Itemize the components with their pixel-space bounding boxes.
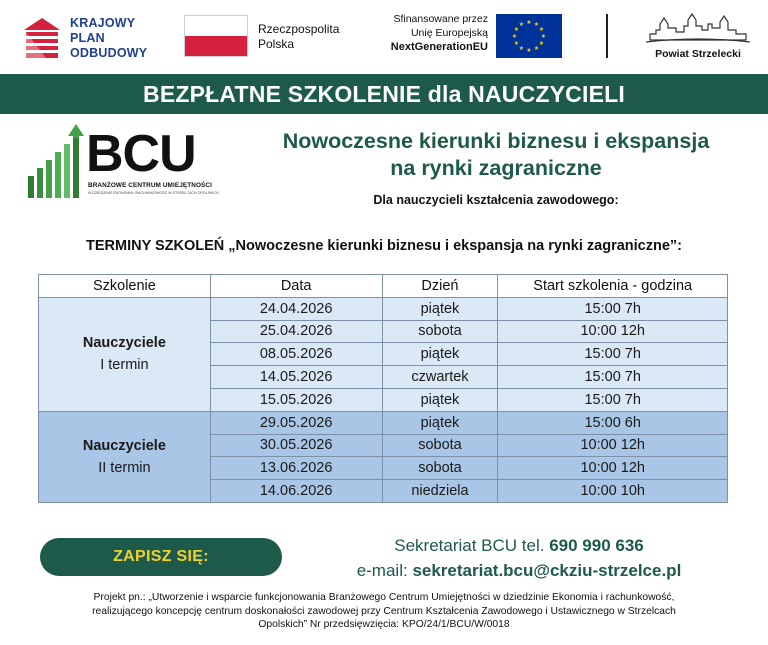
group-term: II termin <box>98 459 151 476</box>
bcu-subtitle-small: W DZIEDZINIE EKONOMIA I RACHUNKOWOŚĆ W STRZELCACH OPOLSKICH <box>88 191 219 195</box>
date-cell: 24.04.2026 <box>210 297 382 320</box>
group-term: I termin <box>100 357 149 374</box>
phone-prefix: Sekretariat BCU tel. <box>394 536 545 555</box>
date-cell: 13.06.2026 <box>210 457 382 480</box>
project-footer <box>12 591 756 632</box>
email-prefix: e-mail: <box>356 561 408 580</box>
contact-phone <box>310 536 728 556</box>
date-cell: 29.05.2026 <box>210 411 382 434</box>
date-cell: 14.06.2026 <box>210 480 382 503</box>
divider <box>606 14 608 58</box>
date-cell: 25.04.2026 <box>210 320 382 343</box>
start-cell: 15:00 7h <box>498 343 728 366</box>
svg-text:★: ★ <box>533 45 540 52</box>
poland-line: Rzeczpospolita <box>258 22 340 36</box>
eu-line-2: Unię Europejską <box>410 27 488 39</box>
group-name: Nauczyciele <box>82 335 166 352</box>
eu-flag-icon <box>496 14 562 58</box>
footer-line: Opolskich” Nr przedsięwzięcia: KPO/24/1/BCU/W/0018 <box>258 619 510 630</box>
signup-button[interactable] <box>40 538 282 576</box>
svg-text:★: ★ <box>526 19 532 26</box>
group-name: Nauczyciele <box>82 437 166 454</box>
footer-line: realizującego koncepcję centrum doskonałości zawodowej przy Centrum Kształcenia Zawodowego i Ustawicznego w Strzelcach <box>92 605 676 617</box>
course-title-line: Nowoczesne kierunki biznesu i ekspansja <box>282 129 710 153</box>
bcu-wordmark: BCU <box>86 125 196 183</box>
audience-subtitle: Dla nauczycieli kształcenia zawodowego: <box>373 193 619 207</box>
footer-line: Projekt pn.: „Utworzenie i wsparcie funkcjonowania Branżowego Centrum Umiejętności w dziedzinie Ekonomia i rachunkowość, <box>93 592 675 603</box>
email-link[interactable]: sekretariat.bcu@ckziu-strzelce.pl <box>412 561 682 580</box>
header-cell: Dzień <box>382 275 498 298</box>
title-banner <box>0 74 768 114</box>
banner-title: BEZPŁATNE SZKOLENIE dla NAUCZYCIELI <box>143 80 625 107</box>
kpo-line: KRAJOWY <box>70 16 136 30</box>
start-cell: 10:00 12h <box>498 434 728 457</box>
day-cell: piątek <box>382 388 498 411</box>
start-cell: 15:00 7h <box>498 297 728 320</box>
day-cell: czwartek <box>382 366 498 389</box>
powiat-logo <box>642 10 754 64</box>
phone-number[interactable]: 690 990 636 <box>549 536 644 555</box>
date-cell: 08.05.2026 <box>210 343 382 366</box>
contact-email <box>300 561 738 581</box>
table-row <box>39 411 728 434</box>
header-cell: Data <box>210 275 382 298</box>
header-cell: Start szkolenia - godzina <box>498 275 728 298</box>
start-cell: 10:00 10h <box>498 480 728 503</box>
bcu-subtitle: BRANŻOWE CENTRUM UMIEJĘTNOŚCI <box>88 182 212 189</box>
eu-line-3: NextGenerationEU <box>390 41 488 53</box>
poland-flag-icon <box>184 15 248 57</box>
logo-strip <box>0 0 768 74</box>
powiat-label: Powiat Strzelecki <box>655 48 741 60</box>
start-cell: 15:00 7h <box>498 366 728 389</box>
kpo-line: PLAN <box>70 31 105 45</box>
day-cell: piątek <box>382 343 498 366</box>
start-cell: 10:00 12h <box>498 320 728 343</box>
day-cell: niedziela <box>382 480 498 503</box>
table-row <box>39 297 728 320</box>
date-cell: 15.05.2026 <box>210 388 382 411</box>
start-cell: 15:00 6h <box>498 411 728 434</box>
svg-text:★: ★ <box>518 45 525 52</box>
day-cell: sobota <box>382 457 498 480</box>
svg-text:★: ★ <box>513 40 520 47</box>
start-cell: 15:00 7h <box>498 388 728 411</box>
castle-skyline-icon <box>642 10 754 46</box>
course-title-line: na rynki zagraniczne <box>390 156 602 180</box>
group-cell <box>39 411 211 502</box>
svg-text:★: ★ <box>533 21 540 28</box>
kpo-line: ODBUDOWY <box>70 46 148 60</box>
terms-heading: TERMINY SZKOLEŃ „Nowoczesne kierunki biznesu i ekspansja na rynki zagraniczne”: <box>85 238 682 254</box>
svg-text:★: ★ <box>538 26 545 33</box>
bcu-logo <box>26 124 219 204</box>
growth-bars-arrow-icon <box>26 124 86 202</box>
day-cell: piątek <box>382 411 498 434</box>
signup-label: ZAPISZ SIĘ: <box>113 548 209 565</box>
header-cell: Szkolenie <box>39 275 211 298</box>
date-cell: 30.05.2026 <box>210 434 382 457</box>
svg-text:★: ★ <box>538 40 545 47</box>
table-header-row <box>39 275 728 298</box>
date-cell: 14.05.2026 <box>210 366 382 389</box>
svg-text:★: ★ <box>511 33 518 40</box>
day-cell: sobota <box>382 434 498 457</box>
svg-text:★: ★ <box>526 47 532 54</box>
day-cell: piątek <box>382 297 498 320</box>
eu-line-1: Sfinansowane przez <box>393 13 488 25</box>
svg-text:★: ★ <box>540 33 547 40</box>
kpo-wordmark <box>70 16 147 61</box>
svg-text:★: ★ <box>518 21 525 28</box>
svg-text:★: ★ <box>513 26 520 33</box>
schedule-table <box>38 274 728 503</box>
kpo-logo <box>22 16 172 60</box>
kpo-building-icon <box>22 16 62 60</box>
day-cell: sobota <box>382 320 498 343</box>
start-cell: 10:00 12h <box>498 457 728 480</box>
poland-line: Polska <box>258 36 295 51</box>
poland-label <box>258 22 339 51</box>
course-title <box>238 128 754 182</box>
group-cell <box>39 297 211 411</box>
eu-funding-label <box>364 12 488 54</box>
